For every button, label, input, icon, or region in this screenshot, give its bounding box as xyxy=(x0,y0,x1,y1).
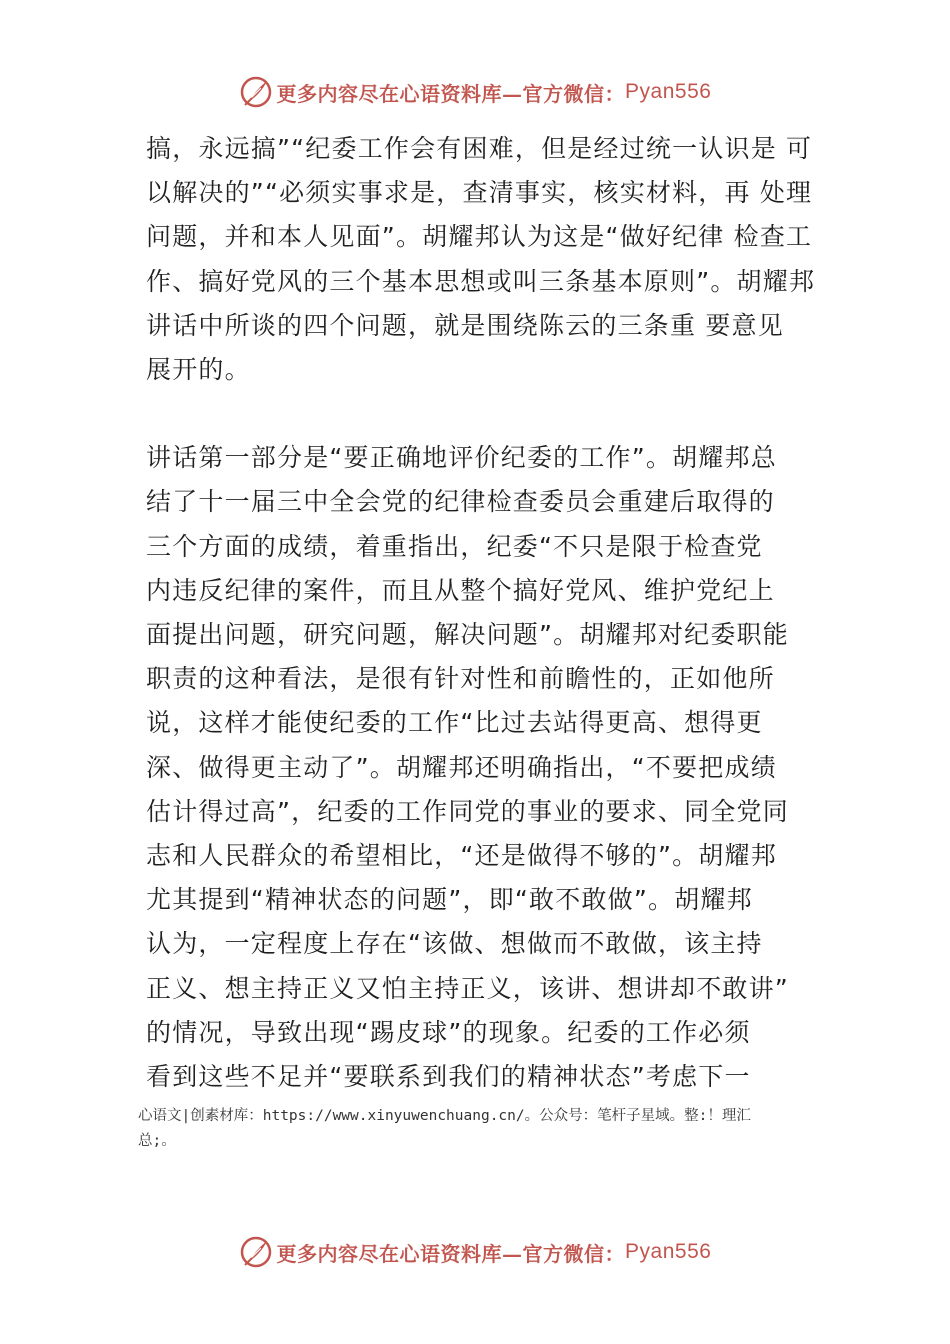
text-line: 说，这样才能使纪委的工作“比过去站得更高、想得更 xyxy=(146,708,763,738)
text-line: 以解决的”“必须实事求是，查清事实，核实材料，再 处理 xyxy=(146,178,813,208)
text-line: 面提出问题，研究问题，解决问题”。胡耀邦对纪委职能 xyxy=(146,620,789,650)
text-line: 估计得过高”，纪委的工作同党的事业的要求、同全党同 xyxy=(146,796,789,826)
header-watermark xyxy=(0,72,950,112)
text-line: 作、搞好党风的三个基本思想或叫三条基本原则”。胡耀邦 xyxy=(146,266,816,296)
text-line: 认为，一定程度上存在“该做、想做而不敢做，该主持 xyxy=(146,929,763,959)
watermark-text: 更多内容尽在心语资料库—官方微信： xyxy=(276,81,626,106)
text-line: 职责的这种看法，是很有针对性和前瞻性的，正如他所 xyxy=(146,664,775,694)
text-line: 讲话中所谈的四个问题，就是围绕陈云的三条重 要意见 xyxy=(146,310,784,340)
text-line: 深、做得更主动了”。胡耀邦还明确指出，“不要把成绩 xyxy=(146,752,777,782)
paragraph-2 xyxy=(146,436,836,1099)
text-line: 搞，永远搞”“纪委工作会有困难，但是经过统一认识是 可 xyxy=(146,134,813,163)
text-line: 展开的。 xyxy=(146,355,251,385)
watermark-wechat-id: Pyan556 xyxy=(625,1240,712,1263)
footer-note-line: 总;。 xyxy=(138,1133,176,1149)
text-line: 问题，并和本人见面”。胡耀邦认为这是“做好纪律 检查工 xyxy=(146,222,813,252)
feather-logo-icon xyxy=(239,75,273,109)
feather-logo-icon xyxy=(239,1235,273,1269)
footer-note xyxy=(138,1104,848,1154)
text-line: 的情况，导致出现“踢皮球”的现象。纪委的工作必须 xyxy=(146,1017,751,1047)
text-line: 结了十一届三中全会党的纪律检查委员会重建后取得的 xyxy=(146,487,775,517)
text-line: 内违反纪律的案件，而且从整个搞好党风、维护党纪上 xyxy=(146,575,775,605)
footer-note-line: 心语文|创素材库：https://www.xinyuwenchuang.cn/。公众号：笔杆子星域。整:！理汇 xyxy=(138,1108,751,1124)
paragraph-gap xyxy=(146,392,836,436)
text-line: 尤其提到“精神状态的问题”，即“敢不敢做”。胡耀邦 xyxy=(146,885,753,915)
watermark-text: 更多内容尽在心语资料库—官方微信： xyxy=(276,1241,626,1266)
text-line: 志和人民群众的希望相比，“还是做得不够的”。胡耀邦 xyxy=(146,841,777,871)
paragraph-1 xyxy=(146,127,836,392)
text-line: 正义、想主持正义又怕主持正义，该讲、想讲却不敢讲” xyxy=(146,973,789,1003)
text-line: 看到这些不足并“要联系到我们的精神状态”考虑下一 xyxy=(146,1062,751,1092)
document-body xyxy=(146,127,836,1099)
watermark-wechat-id: Pyan556 xyxy=(625,80,712,103)
text-line: 讲话第一部分是“要正确地评价纪委的工作”。胡耀邦总 xyxy=(146,443,777,473)
text-line: 三个方面的成绩，着重指出，纪委“不只是限于检查党 xyxy=(146,531,763,561)
footer-watermark xyxy=(0,1232,950,1272)
